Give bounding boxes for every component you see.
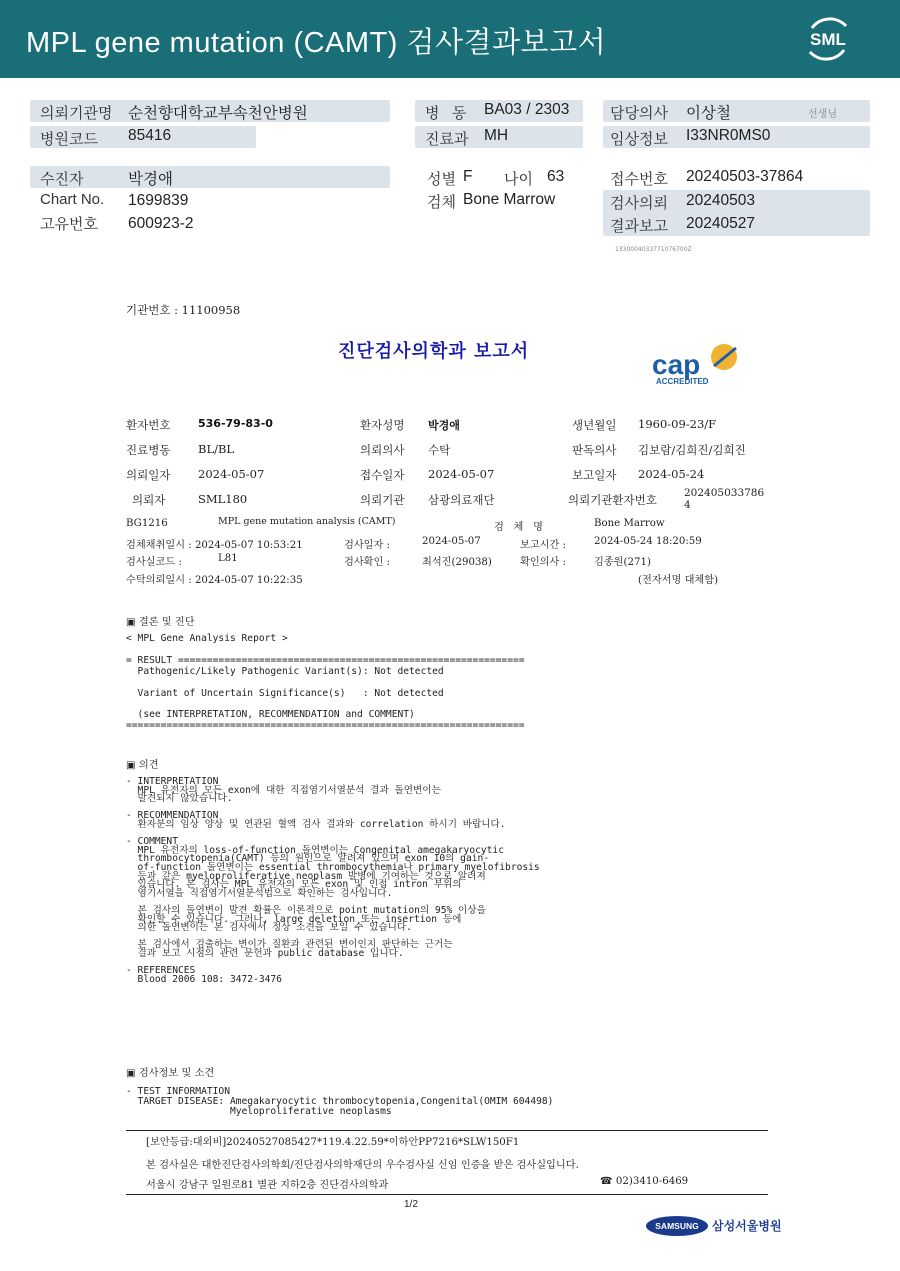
report-title: 진단검사의학과 보고서 [338,341,530,362]
code-label: 병원코드 [40,131,98,148]
svg-text:cap: cap [652,349,701,380]
ref-org-label: 의뢰기관 [360,493,405,507]
e-signature-note: (전자서명 대체함) [638,575,719,586]
rec-date-label: 접수일자 [360,468,405,482]
patient-name-label: 환자성명 [360,418,405,432]
page-title: MPL gene mutation (CAMT) 검사결과보고서 [26,27,607,59]
doctor-label: 담당의사 [610,105,668,122]
ref-doctor-label: 의뢰의사 [360,443,405,457]
result-body: < MPL Gene Analysis Report > = RESULT ============================================================ Pathogenic/Likely Pathogenic Variant(s): Not detected Variant of Uncertain Significance(s) : Not detected (see INTERPRETATION, RECOMMENDATION and COMMENT) ===================================================================== [126,633,525,732]
receipt-value: 20240503-37864 [686,168,804,185]
small-code: 1330004033771076700Z [615,246,692,253]
sex-value: F [463,168,473,185]
req-date-value: 2024-05-07 [198,467,265,481]
unique-label: 고유번호 [40,216,98,233]
footer-divider-bottom [126,1194,768,1195]
hospital-value: 순천향대학교부속천안병원 [128,105,308,122]
ref-org-value: 삼광의료재단 [428,493,495,507]
test-code: BG1216 [126,518,168,529]
footer-security-code: [보안등급:대외비]20240527085427*119.4.22.59*이하안PP7216*SLW150F1 [146,1137,520,1148]
report-time-label: 보고시간 : [520,540,567,551]
specimen-name-value: Bone Marrow [594,518,665,529]
section-opinion-title: ▣ 의견 [126,760,159,771]
page-number: 1/2 [404,1199,418,1210]
samsung-hospital-name: 삼성서울병원 [712,1219,782,1233]
lab-code-value: L81 [218,553,238,564]
section-conclusion-title: ▣ 결론 및 진단 [126,617,195,628]
confirm-doctor-value: 김종원(271) [594,557,651,568]
ward-label2: 진료병동 [126,443,171,457]
receipt-label: 접수번호 [610,171,668,188]
requester-label: 의뢰자 [132,493,166,507]
patient-label: 수진자 [40,171,84,188]
lab-code-label: 검사실코드 : [126,557,182,568]
opinion-body: - INTERPRETATION MPL 유전자의 모든 exon에 대한 직접염기서열분석 결과 돌연변이는 발견되지 않았습니다. - RECOMMENDATION 환자분의 임상 양상 및 연관된 혈액 검사 결과와 correlation 하시기 바랍니다. - COMMENT MPL 유전자의 loss-of-function 돌연변이는 Congenital amegakaryocytic thrombocytopenia(CAMT) 등의 원인으로 알려져 있으며 exon 10의 gain- of-function 돌연변이는 essential thrombocythemia나 primary myelofibrosis 등과 같은 myeloproliferative neoplasm 발병에 기여하는 것으로 알려져 있습니다. 본 검사는 MPL 유전자의 모든 exon 및 인접 intron 부위의 염기서열을 직접염기서열분석법으로 확인하는 검사입니다. 본 검사의 돌연변이 발견 확률은 이론적으로 point mutation의 95% 이상을 확인할 수 있습니다. 그러나, large deletion 또는 insertion 등에 의한 돌연변이는 본 검사에서 정상 소견을 보일 수 있습니다. 본 검사에서 검출하는 변이가 질환과 관련된 변이인지 판단하는 근거는 결과 보고 시점의 관련 문헌과 public database 입니다. - REFERENCES Blood 2006 108: 3472-3476 [126,776,540,985]
patient-name-value: 박경애 [428,419,460,432]
code-value: 85416 [128,127,172,144]
patient-no-value: 536-79-83-0 [198,417,273,430]
consign-time: 수탁의뢰일시 : 2024-05-07 10:22:35 [126,575,303,586]
header-bar [0,0,900,78]
footer-certification: 본 검사실은 대한진단검사의학회/진단검사의학재단의 우수검사실 신임 인증을 받은 검사실입니다. [146,1160,579,1171]
test-confirm-value: 최석진(29038) [422,557,492,568]
footer-divider-top [126,1130,768,1131]
clinical-value: I33NR0MS0 [686,127,771,144]
dob-value: 1960-09-23/F [638,417,717,431]
specimen-value: Bone Marrow [463,191,556,208]
report-time-value: 2024-05-24 18:20:59 [594,536,702,547]
request-label: 검사의뢰 [610,195,668,212]
org-no: 기관번호 : 11100958 [126,303,241,317]
rec-date-value: 2024-05-07 [428,467,495,481]
patient-no-label: 환자번호 [126,418,171,432]
doctor-suffix: 선생님 [808,109,837,120]
collect-time: 검체채취일시 : 2024-05-07 10:53:21 [126,540,303,551]
unique-value: 600923-2 [128,215,194,232]
dept-label: 진료과 [425,131,469,148]
confirm-doctor-label: 확인의사 : [520,557,567,568]
ref-patient-no-value-2: 4 [684,499,691,511]
chart-label: Chart No. [40,191,105,208]
footer-phone: ☎ 02)3410-6469 [600,1176,689,1187]
age-value: 63 [547,168,565,185]
ref-patient-no-label: 의뢰기관환자번호 [568,493,657,507]
testinfo-body: - TEST INFORMATION TARGET DISEASE: Amegakaryocytic thrombocytopenia,Congenital(OMIM 604498) Myeloproliferative neoplasms [126,1086,554,1117]
cap-accredited-logo [648,342,744,388]
rep-date-label: 보고일자 [572,468,617,482]
dob-label: 생년월일 [572,418,617,432]
doctor-value: 이상철 [686,105,731,122]
section-testinfo-title: ▣ 검사정보 및 소견 [126,1068,215,1079]
patient-value: 박경애 [128,171,173,188]
ref-patient-no-value: 202405033786 [684,487,765,499]
hospital-label: 의뢰기관명 [40,105,113,122]
ref-doctor-value: 수탁 [428,443,451,457]
test-confirm-label: 검사확인 : [344,557,391,568]
footer-address: 서울시 강남구 일원로81 별관 지하2층 진단검사의학과 [146,1180,389,1191]
age-label: 나이 [504,171,533,188]
specimen-name-label: 검 체 명 [494,522,543,533]
reading-doctor-value: 김보람/김희진/김희진 [638,443,746,457]
samsung-logo: SAMSUNG [646,1216,708,1236]
dept-value: MH [484,127,509,144]
test-date-value: 2024-05-07 [422,536,481,547]
svg-text:SML: SML [810,30,846,49]
requester-value: SML180 [198,492,248,506]
result-value: 20240527 [686,215,755,232]
ward-label: 병 동 [425,105,467,122]
patient-row-bg [30,166,390,188]
request-value: 20240503 [686,192,755,209]
test-date-label: 검사일자 : [344,540,391,551]
result-label: 결과보고 [610,218,668,235]
rep-date-value: 2024-05-24 [638,467,705,481]
sex-label: 성별 [427,171,456,188]
chart-value: 1699839 [128,192,189,209]
test-name: MPL gene mutation analysis (CAMT) [218,516,396,527]
ward-value2: BL/BL [198,442,235,456]
reading-doctor-label: 판독의사 [572,443,617,457]
clinical-label: 임상정보 [610,131,668,148]
specimen-label: 검체 [427,194,456,211]
svg-text:ACCREDITED: ACCREDITED [656,377,709,386]
sml-logo [802,14,854,64]
req-date-label: 의뢰일자 [126,468,171,482]
ward-value: BA03 / 2303 [484,101,570,118]
